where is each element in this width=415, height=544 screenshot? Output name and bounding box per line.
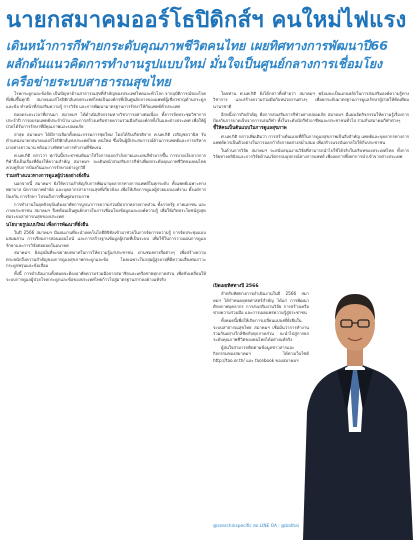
body-paragraph: ศ.นพ.กิติ กล่าวว่า ทุกวันนี้ประชาชนหันมาใส่ใจการออกกำลังกายและเล่นกีฬามากขึ้น การบาดเจ็บจากการกีฬาจึงเป็นเรื่องที่ต้องให้ความสำคัญ สมาคมฯ จะเดินหน้าส่งเสริมการกีฬาเพื่อยกระดับคุณภาพชีวิตของคนไทย ควบคู่กับการป้องกันและการรักษาอย่างถูกวิธี [6,152,206,171]
portrait-photo-icon [297,262,415,540]
body-paragraph: ล่าสุด สมาคมฯ ได้มีการเลือกตั้งคณะกรรมการชุดใหม่ โดยได้รับเกียรติจาก ศ.นพ.กิติ เจริญชลวานิช รับตำแหน่งนายกสมาคมออร์โธปิดิกส์แห่งประเทศไทย คนใหม่ ซึ่งเป็นผู้มีประสบการณ์ด้านการแพทย์และการบริหารมาอย่างยาวนาน พร้อมวางทิศทางการทำงานที่ชัดเจน [6,132,206,150]
body-paragraph: สำหรับทิศทางการดำเนินงานในปี 2566 สมาคมฯ ได้กำหนดยุทธศาสตร์สำคัญ ได้แก่ การพัฒนาศักยภาพบุคลากร การส่งเสริมงานวิจัย การสร้างเครือข่ายความร่วมมือ และการเผยแพร่ความรู้สู่ประชาชน [213,291,309,316]
body-paragraph: การทำงานในยุคปัจจุบันต้องอาศัยการบูรณาการความร่วมมือจากหลายภาคส่วน ทั้งภาครัฐ ภาคเอกชน และภาคประชาชน สมาคมฯ จึงพร้อมเป็นศูนย์กลางในการเชื่อมโยงข้อมูลและองค์ความรู้ เพื่อให้เกิดประโยชน์สูงสุดต่อระบบสาธารณสุขของประเทศ [6,201,206,220]
section-heading: นโยบายรูปแบบใหม่ เพื่อการพัฒนาที่ยั่งยืน [6,222,89,228]
section-heading: เปิดเผยทิศทางปี 2566 [213,284,259,289]
article-body-left-column [6,91,206,535]
body-paragraph: ในด้านการวิจัย สมาคมฯ จะสนับสนุนงานวิจัยที่สามารถนำไปใช้ได้จริงในบริบทของประเทศไทย ทั้งการวิจัยทางคลินิกและการวิจัยด้านนวัตกรรมอุปกรณ์ทางการแพทย์ เพื่อลดการพึ่งพาการนำเข้าจากต่างประเทศ [213,147,409,160]
article-headline: นายกสมาคมออร์โธปิดิกส์ฯ คนใหม่ไฟแรง [6,8,407,33]
article-subheadline-line-3: เครือข่ายระบบสาธารณสุขไทย [6,74,171,89]
body-paragraph: ผู้สนใจสามารถติดตามข้อมูลข่าวสารและกิจกรรมของสมาคมฯ ได้ทางเว็บไซต์ http://tao.or.th/ และ facebook ของสมาคมฯ [213,345,309,363]
body-paragraph: ศ.นพ.กิติ กล่าวเพิ่มเติมว่า การสร้างต้นแบบที่ดีในการดูแลสุขภาพเป็นสิ่งสำคัญ แพทย์และบุคลากรทางการแพทย์ควรเป็นตัวอย่างในการออกกำลังกายอย่างสม่ำเสมอ เพื่อสร้างแรงบันดาลใจให้กับประชาชน [213,133,409,145]
body-paragraph: โรคกระดูกและข้อจัด เป็นปัญหาด้านสาธารณสุขที่สำคัญของประเทศไทยและทั่วโลก จากอุบัติการณ์ของโรคที่เพิ่มขึ้นทุกปี สมาคมออร์โธปิดิกส์แห่งประเทศไทยเป็นองค์กรที่เป็นศูนย์กลางของแพทย์ผู้เชี่ยวชาญด้านกระดูกและข้อ ทำหน้าที่ส่งเสริมความรู้ การวิจัย และการพัฒนามาตรฐานการรักษาให้กับแพทย์ทั่วประเทศ [6,91,206,109]
body-paragraph: ในปี 2566 สมาคมฯ มีแผนงานที่จะนำเทคโนโลยีดิจิทัลเข้ามาช่วยในการจัดการความรู้ การจัดประชุมแบบผสมผสาน การเรียนการสอนออนไลน์ และการสร้างฐานข้อมูลผู้ป่วยที่เป็นระบบ เพื่อใช้ในการวางแผนการดูแลรักษาและการวิจัยต่อยอดในอนาคต [6,229,206,248]
body-paragraph: ตลอดระยะเวลาที่ผ่านมา สมาคมฯ ได้ดำเนินกิจกรรมทางวิชาการอย่างต่อเนื่อง ทั้งการจัดประชุมวิชาการประจำปี การอบรมแพทย์ประจำบ้าน และการสร้างเครือข่ายความร่วมมือกับองค์กรทั้งในและต่างประเทศ เพื่อให้ผู้ป่วยได้รับการรักษาที่มีคุณภาพและปลอดภัย [6,111,206,130]
article-body-right-column-lower [213,282,309,520]
section-heading: ร่วมสร้างแนวทางการดูแลผู้ป่วยอย่างยั่งยืน [6,173,90,179]
body-paragraph: โดยท่าน ศ.นพ.กิติ ยังได้กล่าวทิ้งท้ายว่า สมาคมฯ พร้อมจะเป็นแกนหลักในการส่งเสริมองค์ความรู้ทางวิชาการ และสร้างความร่วมมือกับหน่วยงานต่างๆ เพื่อยกระดับมาตรฐานการดูแลรักษาผู้ป่วยให้ทัดเทียมนานาชาติ [213,91,409,109]
body-paragraph: ทั้งหมดนี้เพื่อให้เกิดการเปลี่ยนแปลงที่ยั่งยืนในระบบสาธารณสุขไทย สมาคมฯ เชื่อมั่นว่าการทำงานร่วมกันอย่างใกล้ชิดกับทุกภาคส่วน จะนำไปสู่การยกระดับคุณภาพชีวิตของคนไทยได้อย่างแท้จริง [213,318,309,343]
portrait-photo [297,262,415,540]
article-footer-social: @searchinspecific สถ.LINE OA : @bathai [213,524,299,529]
body-paragraph: อีกหนึ่งภารกิจสำคัญ คือการส่งเสริมการกีฬาอย่างปลอดภัย สมาคมฯ มีแผนจัดกิจกรรมให้ความรู้เรื่องการป้องกันการบาดเจ็บจากการเล่นกีฬา ทั้งในระดับนักกีฬาอาชีพและประชาชนทั่วไป ร่วมกับสมาคมกีฬาต่างๆ [213,111,409,123]
body-paragraph: ทั้งนี้ การดำเนินงานทั้งหมดจะต้องอาศัยความร่วมมือจากสมาชิกและเครือข่ายทุกภาคส่วน เพื่อขับเคลื่อนให้ระบบการดูแลผู้ป่วยโรคกระดูกและข้อของประเทศไทยก้าวไปสู่มาตรฐานสากลอย่างแท้จริง [6,270,206,283]
body-paragraph: สมาคมฯ ยังมุ่งมั่นที่จะขยายบทบาทในการให้ความรู้แก่ประชาชน ผ่านช่องทางสื่อต่างๆ เพื่อสร้างความตระหนักถึงความสำคัญของการดูแลสุขภาพกระดูกและข้อ โดยเฉพาะในกลุ่มผู้สูงอายุที่มีความเสี่ยงต่อภาวะกระดูกพรุนและข้อเสื่อม [6,250,206,269]
section-heading: ชี้ให้คนเป็นต้นแบบในการดูแลสุขภาพ [213,126,287,132]
article-body-right-column [213,91,409,277]
body-paragraph: นอกจากนี้ สมาคมฯ ยังให้ความสำคัญกับการพัฒนาบุคลากรทางการแพทย์ในทุกระดับ ทั้งแพทย์เฉพาะทาง พยาบาล นักกายภาพบำบัด และบุคลากรสาธารณสุขที่เกี่ยวข้อง เพื่อให้เกิดการดูแลผู้ป่วยแบบองค์รวม ตั้งแต่การป้องกัน การรักษา ไปจนถึงการฟื้นฟูสมรรถภาพ [6,180,206,199]
article-subheadline-line-1: เดินหน้าการกีฬายกระดับคุณภาพชีวิตคนไทย เผยทิศทางการพัฒนาปี66 [6,38,388,53]
article-subheadline-line-2: ผลักดันแนวคิดการทำงานรูปแบบใหม่ มั่นใจเป็นศูนย์กลางการเชื่อมโยง [6,56,383,71]
